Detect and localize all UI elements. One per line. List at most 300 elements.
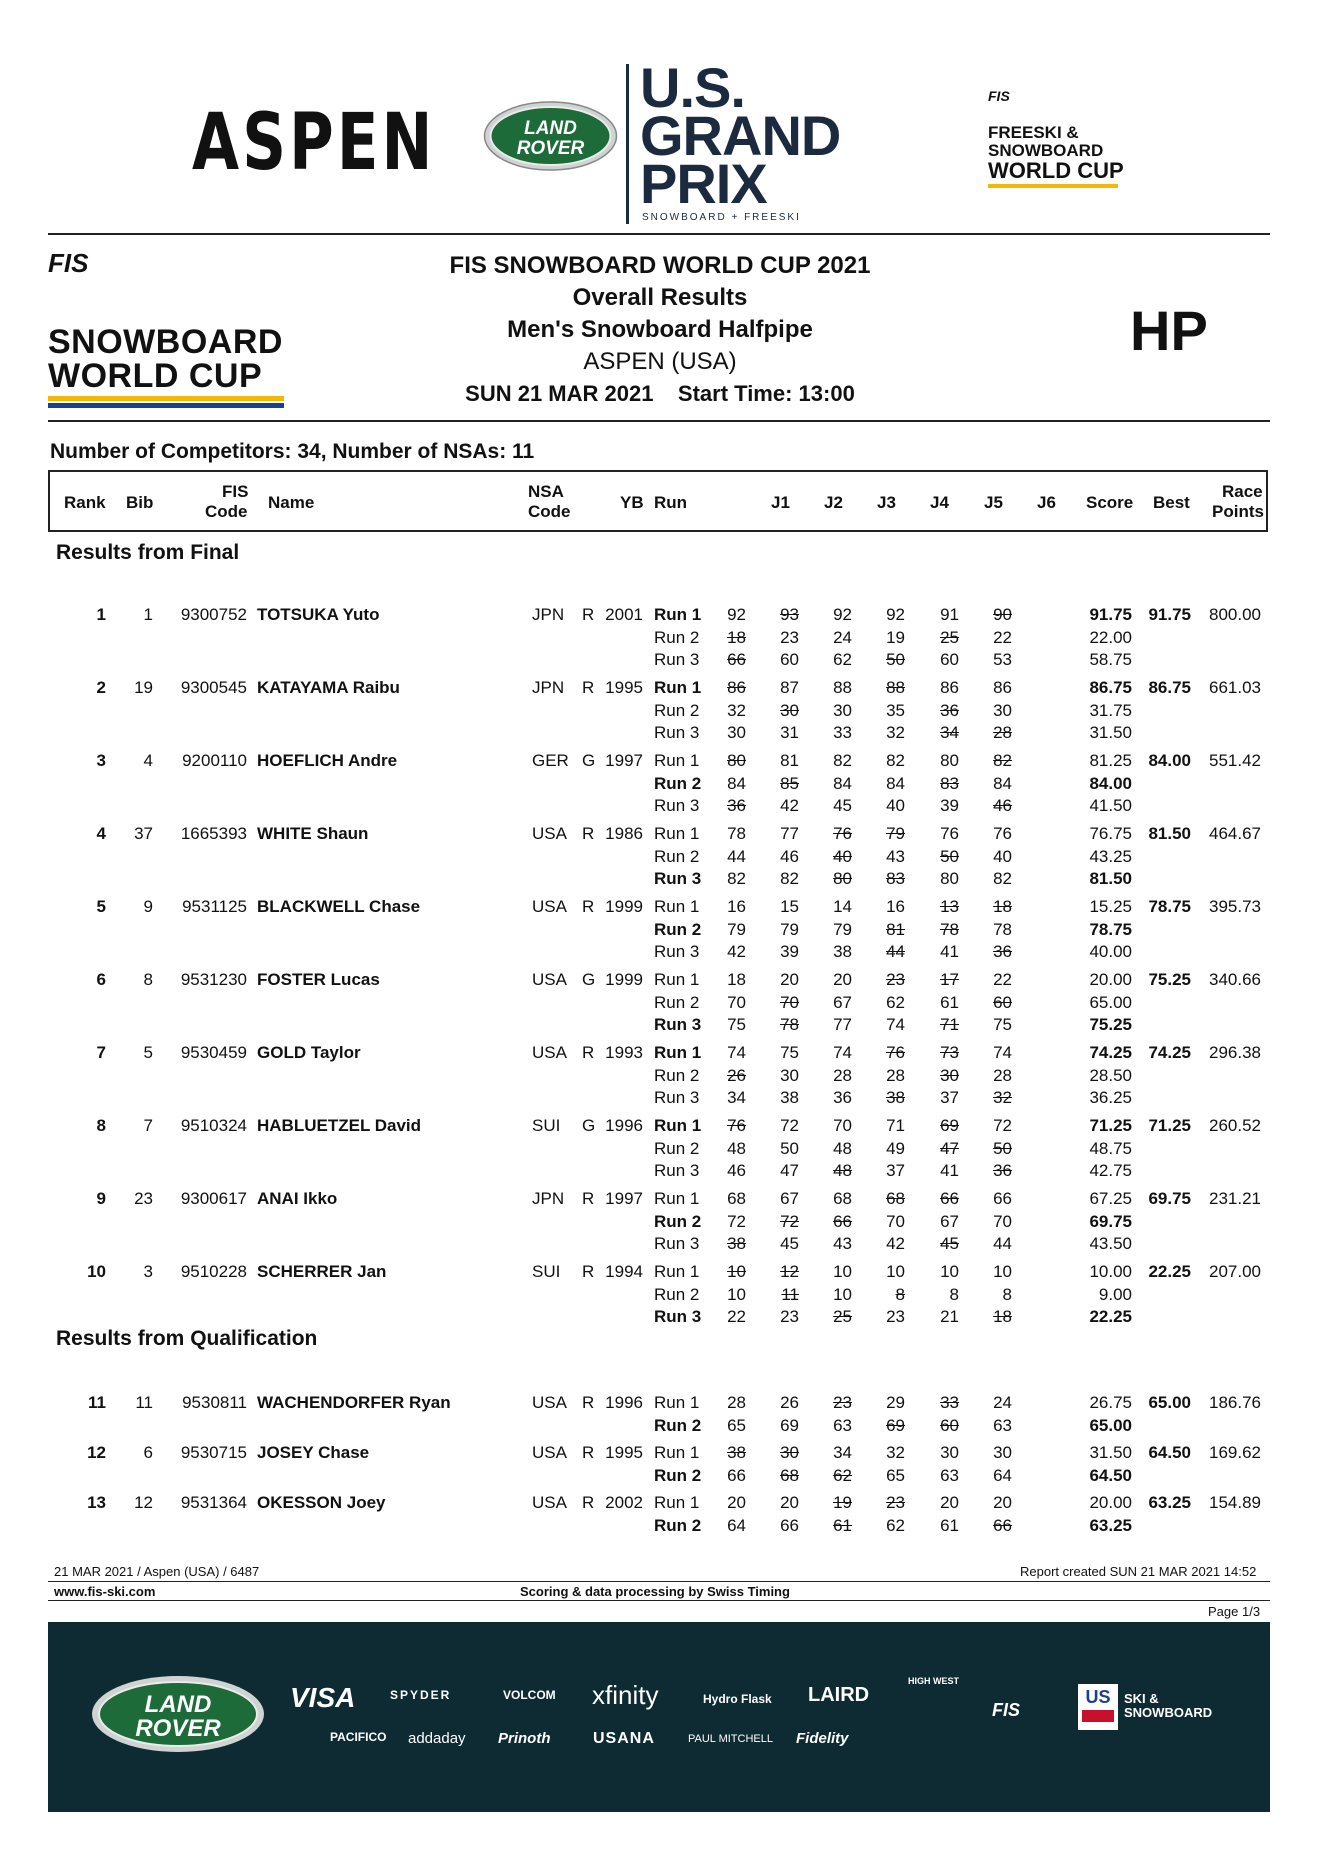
event-title: FIS SNOWBOARD WORLD CUP 2021 [449,252,871,279]
judge-score-5: 17 [940,970,959,989]
run-label: Run 3 [654,869,702,888]
judge-score-5: 33 [940,1393,959,1412]
run-label: Run 1 [654,605,702,624]
birth-year-cell: 2002 [605,1493,643,1512]
nsa-code-cell: JPN [532,678,565,697]
athlete-name: BLACKWELL Chase [257,897,421,916]
rank-cell: 11 [88,1393,106,1412]
run-label: Run 2 [654,919,702,939]
rank-cell: 4 [96,824,106,843]
race-points-cell: 231.21 [1209,1189,1261,1208]
pacifico-logo: PACIFICO [330,1730,387,1744]
judge-score-1: 30 [727,723,746,742]
judge-score-2: 75 [780,1043,799,1062]
run-score-cell: 20.00 [1089,970,1132,989]
run-score-cell: 31.50 [1089,1443,1132,1462]
judge-score-1: 74 [727,1043,746,1062]
bib-cell: 23 [134,1189,153,1208]
judge-score-2: 68 [780,1465,799,1485]
run-score-cell: 76.75 [1089,824,1132,843]
judge-score-5: 41 [940,942,959,961]
fis-code-cell: 9300752 [180,605,247,624]
bib-cell: 7 [143,1116,153,1135]
judge-score-3: 45 [833,796,852,815]
judge-score-2: 30 [780,1443,799,1462]
judge-score-1: 79 [727,919,746,939]
judge-score-2: 38 [780,1088,799,1107]
judge-score-4: 42 [886,1234,905,1253]
judge-score-6: 86 [993,678,1012,697]
judge-score-3: 25 [833,1307,852,1326]
run-label: Run 2 [654,1284,700,1304]
judge-score-3: 48 [833,1138,852,1158]
judge-score-3: 63 [833,1415,852,1435]
race-points-cell: 551.42 [1209,751,1261,770]
run-label: Run 2 [654,1415,702,1435]
athlete-name: ANAI Ikko [257,1189,338,1208]
judge-score-1: 72 [727,1211,746,1231]
visa-logo: VISA [290,1682,356,1713]
athlete-name: FOSTER Lucas [257,970,380,989]
birth-year-cell: 1997 [605,751,643,770]
judge-score-4: 88 [886,678,905,697]
rank-cell: 2 [96,678,106,697]
judge-score-5: 36 [940,700,959,720]
judge-score-3: 40 [833,846,852,866]
fis-code-cell: 9510228 [180,1262,247,1281]
judge-score-6: 72 [993,1116,1012,1135]
run-label: Run 1 [654,1262,700,1281]
judge-score-1: 42 [727,942,746,961]
judge-score-2: 46 [780,846,799,866]
nsa-code-cell: JPN [532,605,565,624]
run-score-cell: 78.75 [1089,919,1132,939]
judge-score-3: 19 [833,1493,852,1512]
judge-score-4: 32 [886,1443,905,1462]
run-label: Run 3 [654,1234,700,1253]
rank-cell: 9 [96,1189,106,1208]
judge-score-4: 62 [886,992,905,1012]
fis-code-cell: 9531125 [182,897,247,916]
run-label: Run 2 [654,773,702,793]
rank-cell: 6 [96,970,106,989]
judge-score-3: 24 [833,627,852,647]
judge-score-3: 82 [833,751,852,770]
judge-score-1: 66 [727,650,746,669]
landrover-logo [483,100,618,172]
judge-score-2: 23 [780,1307,799,1326]
race-points-cell: 154.89 [1209,1493,1261,1512]
bib-cell: 5 [143,1043,153,1062]
run-label: Run 3 [654,650,700,669]
judge-score-6: 30 [993,1443,1012,1462]
run-score-cell: 22.25 [1089,1307,1132,1326]
judge-score-5: 30 [940,1065,959,1085]
athlete-name: OKESSON Joey [257,1493,386,1512]
judge-score-6: 66 [993,1189,1012,1208]
svg-text:ROVER: ROVER [135,1715,221,1742]
judge-score-3: 36 [833,1088,852,1107]
us-ski-snowboard-badge: US [1078,1684,1118,1730]
run-label: Run 2 [654,1065,700,1085]
judge-score-3: 76 [833,824,852,843]
judge-score-4: 23 [886,1493,905,1512]
judge-score-2: 20 [780,1493,799,1512]
judge-score-5: 41 [940,1161,959,1180]
race-points-cell: 296.38 [1209,1043,1261,1062]
best-score-cell: 65.00 [1148,1393,1191,1412]
judge-score-3: 38 [833,942,852,961]
nsa-code-cell: USA [532,1443,567,1462]
race-points-cell: 464.67 [1209,824,1261,843]
rank-cell: 3 [96,751,106,770]
judge-score-4: 84 [886,773,905,793]
stance-cell: R [582,1262,595,1281]
judge-score-2: 78 [780,1015,799,1034]
judge-score-6: 63 [993,1415,1012,1435]
judge-score-4: 69 [886,1415,905,1435]
judge-score-2: 30 [780,1065,799,1085]
run-score-cell: 81.25 [1089,751,1132,770]
run-score-cell: 74.25 [1089,1043,1132,1062]
judge-score-1: 10 [727,1284,746,1304]
judge-score-1: 20 [727,1493,746,1512]
best-score-cell: 84.00 [1148,751,1191,770]
judge-score-5: 25 [940,627,959,647]
judge-score-1: 75 [727,1015,746,1034]
judge-score-4: 68 [886,1189,905,1208]
judge-score-5: 37 [940,1088,959,1107]
judge-score-3: 70 [833,1116,852,1135]
judge-score-6: 78 [993,919,1012,939]
event-date-time: SUN 21 MAR 2021 Start Time: 13:00 [465,381,855,406]
judge-score-2: 81 [780,751,799,770]
judge-score-5: 47 [940,1138,959,1158]
judge-score-5: 83 [940,773,959,793]
fis-freeski-snowboard-logo: FIS FREESKI & SNOWBOARD WORLD CUP [988,88,1148,208]
judge-score-3: 84 [833,773,852,793]
spyder-logo: SPYDER [390,1688,452,1702]
judge-score-5: 91 [940,605,959,624]
judge-score-2: 15 [780,897,799,916]
judge-score-1: 44 [727,846,746,866]
judge-score-3: 80 [833,869,852,888]
stance-cell: R [582,1443,595,1462]
judge-score-2: 26 [780,1393,799,1412]
judge-score-5: 45 [940,1234,959,1253]
run-label: Run 3 [654,942,700,961]
run-score-cell: 86.75 [1089,678,1132,697]
judge-score-6: 8 [1002,1284,1012,1304]
rank-cell: 12 [87,1443,106,1462]
judge-score-1: 76 [727,1116,746,1135]
title-divider [48,420,1270,422]
judge-score-1: 78 [727,824,746,843]
judge-score-4: 29 [886,1393,905,1412]
judge-score-2: 82 [780,869,799,888]
fis-website-link[interactable]: www.fis-ski.com [54,1584,156,1599]
judge-score-4: 23 [886,1307,905,1326]
judge-score-3: 14 [833,897,852,916]
run-score-cell: 20.00 [1089,1493,1132,1512]
judge-score-4: 92 [886,605,905,624]
run-label: Run 1 [654,897,700,916]
birth-year-cell: 1994 [605,1262,643,1281]
birth-year-cell: 1996 [605,1393,643,1412]
judge-score-5: 67 [940,1211,959,1231]
run-score-cell: 26.75 [1089,1393,1132,1412]
run-label: Run 1 [654,1493,700,1512]
birth-year-cell: 1999 [605,897,643,916]
athlete-name: TOTSUKA Yuto [257,605,380,624]
table-header: Rank Bib FIS Code Name NSA Code YB Run J1 J2 J3 J4 J5 J6 Score Best Race Points [48,470,1268,532]
stance-cell: G [582,970,596,989]
judge-score-5: 50 [940,846,959,866]
judge-score-2: 72 [780,1116,799,1135]
run-label: Run 1 [654,1189,700,1208]
stance-cell: G [582,1116,596,1135]
discipline-title: Men's Snowboard Halfpipe [507,316,813,343]
stance-cell: R [582,1393,595,1412]
race-points-cell: 207.00 [1209,1262,1261,1281]
addaday-logo: addaday [408,1730,466,1747]
xfinity-logo: xfinity [592,1680,659,1710]
judge-score-2: 93 [780,605,799,624]
judge-score-4: 50 [886,650,905,669]
judge-score-6: 24 [993,1393,1012,1412]
judge-score-5: 69 [940,1116,959,1135]
judge-score-3: 62 [833,1465,852,1485]
judge-score-4: 65 [886,1465,905,1485]
rank-cell: 13 [87,1493,106,1512]
judge-score-4: 38 [886,1088,905,1107]
nsa-code-cell: USA [532,1493,567,1512]
judge-score-4: 40 [886,796,905,815]
athlete-name: SCHERRER Jan [257,1262,387,1281]
judge-score-1: 32 [727,700,746,720]
bib-cell: 37 [134,824,153,843]
fis-code-cell: 1665393 [180,824,247,843]
hydroflask-logo: Hydro Flask [703,1692,772,1706]
judge-score-6: 28 [993,1065,1012,1085]
judge-score-2: 31 [780,723,799,742]
judge-score-6: 44 [993,1234,1012,1253]
judge-score-6: 64 [993,1465,1012,1485]
judge-score-6: 28 [993,723,1012,742]
event-location: ASPEN (USA) [583,348,737,375]
judge-score-6: 66 [993,1515,1012,1535]
run-label: Run 1 [654,1393,700,1412]
bib-cell: 4 [143,751,153,770]
results-title: Overall Results [572,284,748,311]
bib-cell: 11 [135,1393,153,1412]
judge-score-1: 26 [727,1065,746,1085]
run-score-cell: 71.25 [1089,1116,1132,1135]
footer-divider [48,1581,1270,1582]
run-score-cell: 42.75 [1089,1161,1132,1180]
nsa-code-cell: USA [532,824,567,843]
judge-score-3: 33 [833,723,852,742]
birth-year-cell: 1993 [605,1043,643,1062]
race-points-cell: 186.76 [1209,1393,1261,1412]
fis-code-cell: 9530811 [182,1393,247,1412]
paul-mitchell-logo: PAUL MITCHELL [688,1733,773,1745]
judge-score-6: 84 [993,773,1012,793]
fis-code-cell: 9530715 [180,1443,247,1462]
judge-score-2: 79 [780,919,799,939]
us-grand-prix-logo: U.S. GRAND PRIX SNOWBOARD + FREESKI [622,60,852,228]
judge-score-1: 38 [727,1234,746,1253]
birth-year-cell: 1986 [605,824,643,843]
judge-score-3: 92 [833,605,852,624]
judge-score-6: 90 [993,605,1012,624]
run-label: Run 2 [654,992,700,1012]
judge-score-5: 30 [940,1443,959,1462]
judge-score-1: 92 [727,605,746,624]
judge-score-1: 16 [727,897,746,916]
stance-cell: R [582,897,595,916]
nsa-code-cell: SUI [532,1262,561,1281]
header-divider [48,233,1270,235]
birth-year-cell: 1995 [605,1443,643,1462]
run-label: Run 3 [654,1307,702,1326]
judge-score-5: 78 [940,919,959,939]
judge-score-2: 42 [780,796,799,815]
report-created: Report created SUN 21 MAR 2021 14:52 [1020,1564,1257,1579]
judge-score-6: 32 [993,1088,1012,1107]
judge-score-3: 48 [833,1161,852,1180]
run-label: Run 3 [654,1161,700,1180]
judge-score-1: 18 [727,970,746,989]
athlete-name: JOSEY Chase [257,1443,370,1462]
judge-score-6: 74 [993,1043,1012,1062]
judge-score-6: 10 [993,1262,1012,1281]
athlete-name: WACHENDORFER Ryan [257,1393,451,1412]
judge-score-6: 70 [993,1211,1012,1231]
nsa-code-cell: USA [532,897,567,916]
judge-score-4: 49 [886,1138,905,1158]
judge-score-4: 74 [886,1015,905,1034]
bib-cell: 6 [143,1443,153,1462]
section-qualification: Results from Qualification [56,1327,318,1350]
judge-score-2: 87 [780,678,799,697]
fis-code-cell: 9531364 [180,1493,247,1512]
stance-cell: R [582,678,595,697]
aspen-logo: ASPEN [192,98,436,188]
svg-text:LAND: LAND [524,118,577,139]
race-points-cell: 340.66 [1209,970,1261,989]
judge-score-5: 63 [940,1465,959,1485]
birth-year-cell: 1999 [605,970,643,989]
judge-score-6: 40 [993,846,1012,866]
run-score-cell: 22.00 [1089,627,1132,647]
bib-cell: 1 [143,605,153,624]
race-points-cell: 395.73 [1209,897,1261,916]
judge-score-5: 13 [940,897,959,916]
athlete-name: HOEFLICH Andre [257,751,398,770]
judge-score-4: 8 [895,1284,905,1304]
judge-score-1: 84 [727,773,746,793]
run-label: Run 1 [654,751,700,770]
bib-cell: 19 [134,678,153,697]
judge-score-6: 53 [993,650,1012,669]
run-score-cell: 10.00 [1089,1262,1132,1281]
best-score-cell: 75.25 [1148,970,1191,989]
judge-score-3: 20 [833,970,852,989]
judge-score-1: 70 [727,992,746,1012]
stance-cell: R [582,605,595,624]
sponsor-banner [48,1622,1270,1812]
judge-score-6: 30 [993,700,1012,720]
run-score-cell: 69.75 [1089,1211,1132,1231]
stance-cell: R [582,1493,595,1512]
rank-cell: 7 [96,1043,106,1062]
judge-score-5: 80 [940,751,959,770]
fis-snowboard-world-cup-logo: FIS SNOWBOARD WORLD CUP [48,248,298,416]
volcom-logo: VOLCOM [503,1688,556,1702]
run-label: Run 3 [654,723,700,742]
run-score-cell: 15.25 [1089,897,1132,916]
run-label: Run 3 [654,796,700,815]
fis-code-cell: 9200110 [182,751,247,770]
judge-score-6: 20 [993,1493,1012,1512]
judge-score-6: 60 [993,992,1012,1012]
judge-score-2: 30 [780,700,799,720]
fis-code-cell: 9531230 [180,970,247,989]
judge-score-3: 88 [833,678,852,697]
run-label: Run 2 [654,1211,702,1231]
judge-score-2: 67 [780,1189,799,1208]
run-score-cell: 81.50 [1089,869,1132,888]
birth-year-cell: 2001 [605,605,643,624]
judge-score-5: 21 [940,1307,959,1326]
judge-score-4: 23 [886,970,905,989]
judge-score-6: 75 [993,1015,1012,1034]
judge-score-1: 38 [727,1443,746,1462]
stance-cell: R [582,1043,595,1062]
laird-logo: LAIRD [808,1684,870,1706]
judge-score-2: 23 [780,627,799,647]
title-block [330,250,990,410]
judge-score-3: 28 [833,1065,852,1085]
high-west-logo: HIGH WEST [908,1676,959,1686]
judge-score-2: 47 [780,1161,799,1180]
judge-score-3: 30 [833,700,852,720]
judge-score-1: 64 [727,1515,746,1535]
run-label: Run 2 [654,1515,702,1535]
section-final: Results from Final [56,541,240,564]
judge-score-3: 43 [833,1234,852,1253]
run-score-cell: 31.50 [1089,723,1132,742]
judge-score-1: 28 [727,1393,746,1412]
race-points-cell: 260.52 [1209,1116,1261,1135]
run-score-cell: 64.50 [1089,1465,1132,1485]
judge-score-1: 48 [727,1138,746,1158]
judge-score-3: 77 [833,1015,852,1034]
footer-divider-2 [48,1600,1270,1601]
birth-year-cell: 1997 [605,1189,643,1208]
judge-score-2: 70 [780,992,799,1012]
run-label: Run 1 [654,1443,700,1462]
judge-score-1: 86 [727,678,746,697]
birth-year-cell: 1996 [605,1116,643,1135]
judge-score-2: 72 [780,1211,799,1231]
judge-score-4: 16 [886,897,905,916]
judge-score-5: 60 [940,1415,959,1435]
judge-score-1: 34 [727,1088,746,1107]
rank-cell: 1 [96,605,106,624]
best-score-cell: 69.75 [1148,1189,1191,1208]
